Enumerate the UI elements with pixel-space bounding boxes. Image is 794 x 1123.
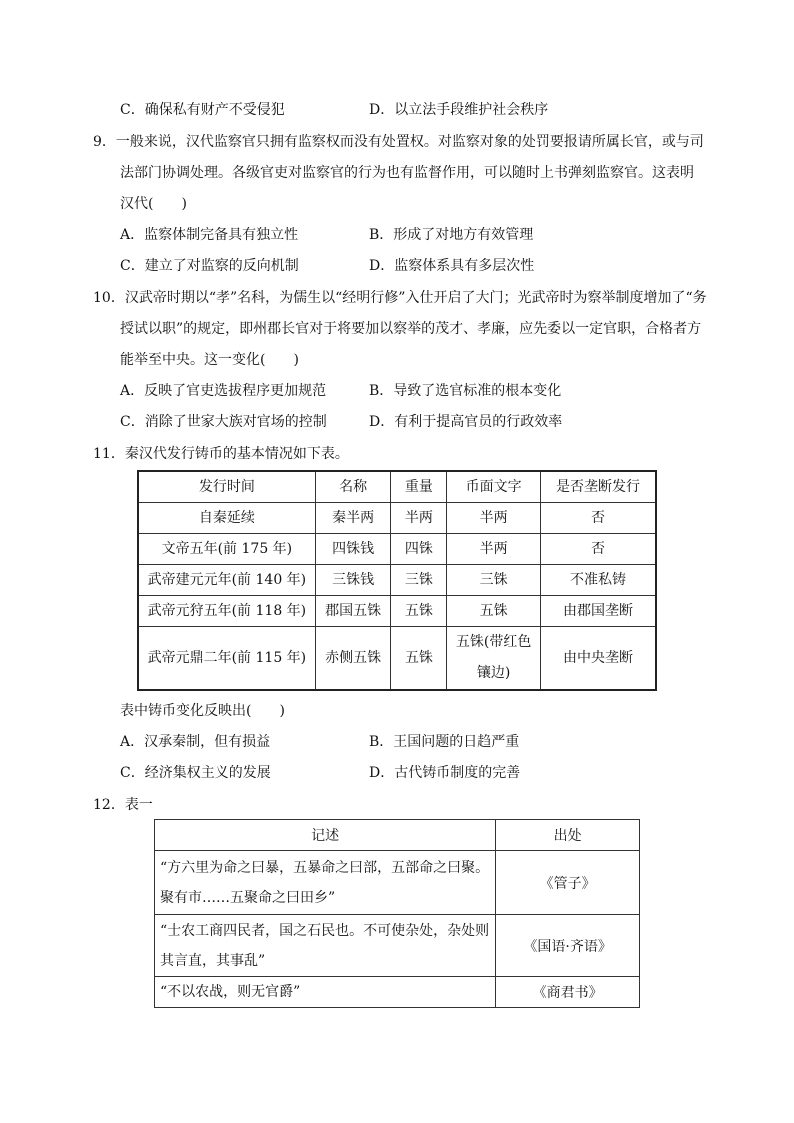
q11-option-b: B．王国问题的日趋严重 bbox=[369, 734, 520, 750]
table-cell: “方六里为命之曰暴，五暴命之曰部，五部命之曰聚。聚有市……五聚命之曰田乡” bbox=[155, 851, 496, 915]
q12-intro: 12．表一 bbox=[93, 797, 153, 813]
table-cell: 自秦延续 bbox=[138, 503, 315, 534]
q9-stem-line3: 汉代( ) bbox=[120, 196, 187, 212]
q10-stem-line2: 授试以职”的规定，即州郡长官对于将要加以察举的茂才、孝廉，应先委以一定官职，合格者方 bbox=[120, 321, 702, 337]
q10-option-c: C．消除了世家大族对官场的控制 bbox=[120, 414, 327, 430]
table-cell: 半两 bbox=[391, 503, 447, 534]
table-cell: 四铢 bbox=[391, 534, 447, 565]
header-cell: 是否垄断发行 bbox=[540, 471, 656, 503]
table-cell: 由郡国垄断 bbox=[540, 596, 656, 627]
header-cell: 币面文字 bbox=[447, 471, 541, 503]
table-cell: 秦半两 bbox=[315, 503, 391, 534]
table-row bbox=[138, 503, 656, 534]
header-cell: 发行时间 bbox=[138, 471, 315, 503]
table-cell: 否 bbox=[540, 534, 656, 565]
table-cell: 三铢 bbox=[447, 565, 541, 596]
table-cell: 半两 bbox=[447, 534, 541, 565]
q11-stem: 表中铸币变化反映出( ) bbox=[120, 703, 285, 719]
q11-intro: 11．秦汉代发行铸币的基本情况如下表。 bbox=[93, 446, 349, 462]
records-table bbox=[154, 819, 640, 1008]
header-cell: 出处 bbox=[496, 820, 640, 851]
table-cell: 否 bbox=[540, 503, 656, 534]
table-row bbox=[155, 977, 640, 1008]
table-row bbox=[155, 915, 640, 977]
header-cell: 重量 bbox=[391, 471, 447, 503]
q10-option-a: A．反映了官吏选拔程序更加规范 bbox=[120, 383, 327, 399]
q10-option-d: D．有利于提高官员的行政效率 bbox=[369, 414, 563, 430]
table-cell: 四铢钱 bbox=[315, 534, 391, 565]
table-cell: 五铢(带红色镶边) bbox=[447, 627, 541, 691]
table-cell: 不准私铸 bbox=[540, 565, 656, 596]
table-header-row bbox=[138, 471, 656, 503]
table-cell: 《管子》 bbox=[496, 851, 640, 915]
table-cell: 半两 bbox=[447, 503, 541, 534]
q10-stem-line1: 10．汉武帝时期以“孝”名科，为儒生以“经明行修”入仕开启了大门；光武帝时为察举制度增加了“务 bbox=[93, 290, 707, 306]
table-cell: 三铢钱 bbox=[315, 565, 391, 596]
q10-stem-line3: 能举至中央。这一变化( ) bbox=[120, 352, 299, 368]
table-cell: 《国语·齐语》 bbox=[496, 915, 640, 977]
q8-option-c: C．确保私有财产不受侵犯 bbox=[120, 102, 285, 118]
table-cell: 文帝五年(前 175 年) bbox=[138, 534, 315, 565]
header-cell: 记述 bbox=[155, 820, 496, 851]
q9-option-b: B．形成了对地方有效管理 bbox=[369, 227, 534, 243]
table-cell: 五铢 bbox=[391, 627, 447, 691]
q11-option-a: A．汉承秦制，但有损益 bbox=[120, 734, 271, 750]
q11-option-d: D．古代铸币制度的完善 bbox=[369, 765, 521, 781]
table-cell: 武帝建元元年(前 140 年) bbox=[138, 565, 315, 596]
q8-option-d: D．以立法手段维护社会秩序 bbox=[369, 102, 549, 118]
q9-option-d: D．监察体系具有多层次性 bbox=[369, 258, 535, 274]
header-cell: 名称 bbox=[315, 471, 391, 503]
q9-option-a: A．监察体制完备具有独立性 bbox=[120, 227, 299, 243]
table-cell: 武帝元鼎二年(前 115 年) bbox=[138, 627, 315, 691]
coin-table bbox=[137, 470, 657, 691]
table-cell: “不以农战，则无官爵” bbox=[155, 977, 496, 1008]
table-row bbox=[155, 851, 640, 915]
table-row bbox=[138, 596, 656, 627]
table-header-row bbox=[155, 820, 640, 851]
table-cell: 五铢 bbox=[391, 596, 447, 627]
table-row bbox=[138, 534, 656, 565]
table-cell: 由中央垄断 bbox=[540, 627, 656, 691]
table-cell: 赤侧五铢 bbox=[315, 627, 391, 691]
table-cell: 《商君书》 bbox=[496, 977, 640, 1008]
table-cell: “士农工商四民者，国之石民也。不可使杂处，杂处则其言直，其事乱” bbox=[155, 915, 496, 977]
q9-stem-line2: 法部门协调处理。各级官吏对监察官的行为也有监督作用，可以随时上书弹刻监察官。这表明 bbox=[120, 165, 694, 181]
q9-option-c: C．建立了对监察的反向机制 bbox=[120, 258, 299, 274]
table-row bbox=[138, 565, 656, 596]
q11-option-c: C．经济集权主义的发展 bbox=[120, 765, 271, 781]
table-cell: 五铢 bbox=[447, 596, 541, 627]
table-cell: 郡国五铢 bbox=[315, 596, 391, 627]
table-cell: 武帝元狩五年(前 118 年) bbox=[138, 596, 315, 627]
q9-stem-line1: 9．一般来说，汉代监察官只拥有监察权而没有处置权。对监察对象的处罚要报请所属长官，或与司 bbox=[93, 134, 704, 150]
table-cell: 三铢 bbox=[391, 565, 447, 596]
table-row bbox=[138, 627, 656, 691]
q10-option-b: B．导致了选官标准的根本变化 bbox=[369, 383, 562, 399]
